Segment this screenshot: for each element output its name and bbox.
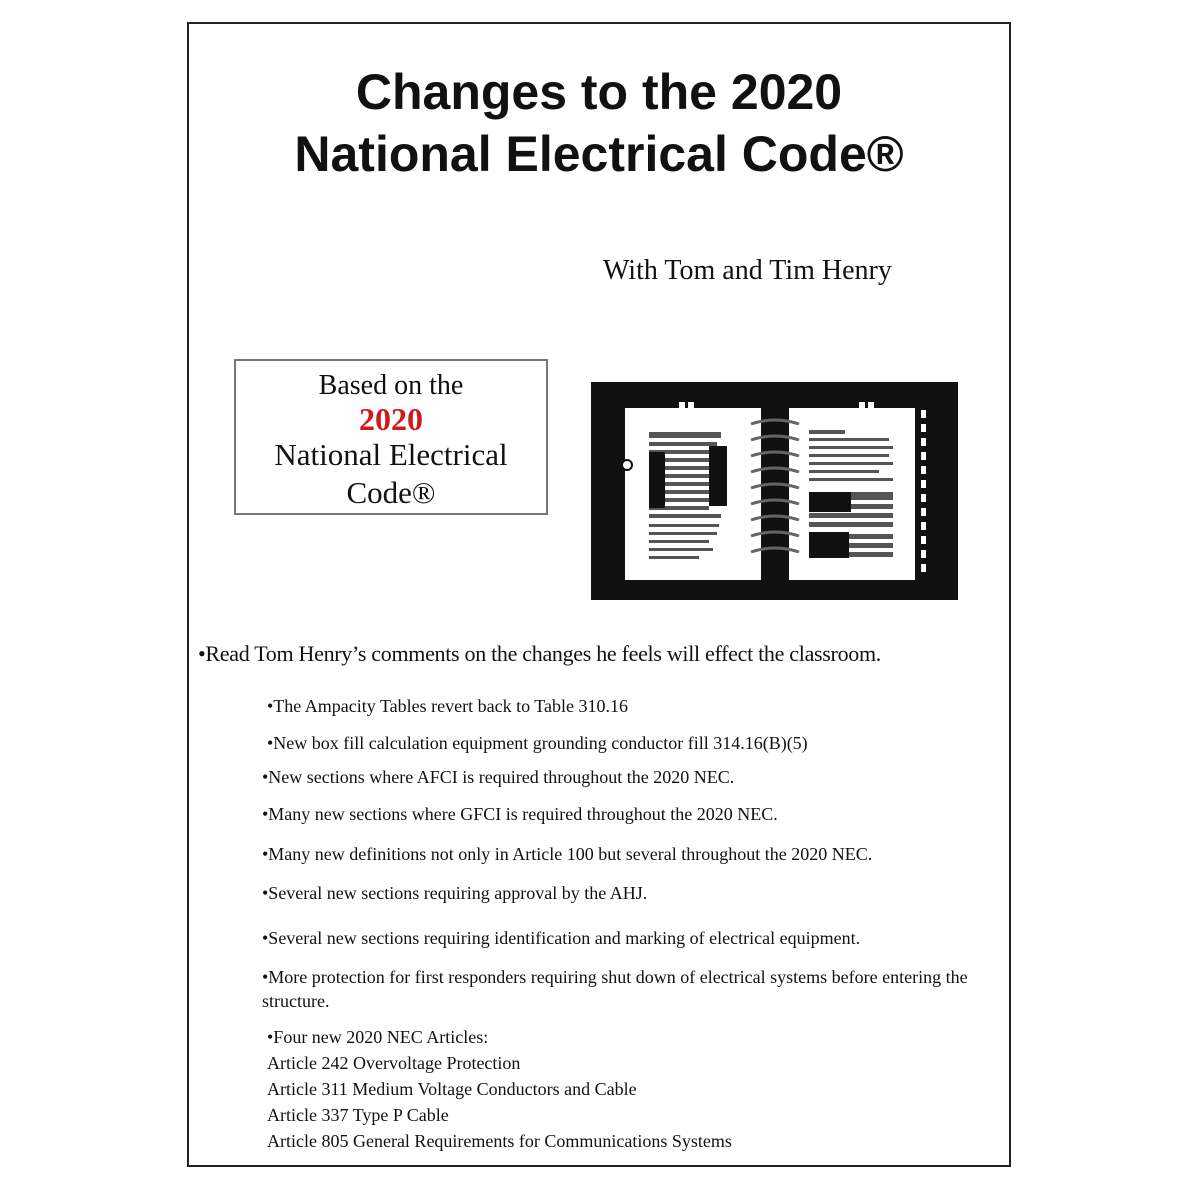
based-on-line-4: Code®: [346, 475, 436, 510]
based-on-line-3: National Electrical: [274, 437, 508, 472]
list-item: Article 311 Medium Voltage Conductors and Cable: [267, 1079, 637, 1099]
bullet-box-fill: •New box fill calculation equipment grounding conductor fill 314.16(B)(5): [267, 733, 808, 753]
bullet-gfci: •Many new sections where GFCI is required throughout the 2020 NEC.: [262, 804, 778, 824]
bullet-ahj: •Several new sections requiring approval by the AHJ.: [262, 883, 648, 903]
new-articles-list: [267, 1024, 732, 1154]
bullet-definitions: •Many new definitions not only in Article 100 but several throughout the 2020 NEC.: [262, 844, 873, 864]
list-item: Article 805 General Requirements for Communications Systems: [267, 1131, 732, 1151]
title-line-1: Changes to the 2020: [355, 64, 843, 120]
title-line-2: National Electrical Code®: [294, 126, 904, 182]
bullet-afci: •New sections where AFCI is required throughout the 2020 NEC.: [262, 767, 735, 787]
open-spiral-codebook-icon: [591, 382, 958, 600]
list-item: Article 337 Type P Cable: [267, 1105, 449, 1125]
bullet-first-responders: •More protection for first responders requiring shut down of electrical systems before entering the structure.: [262, 967, 968, 1011]
bullet-identification: •Several new sections requiring identification and marking of electrical equipment.: [262, 928, 861, 948]
based-on-box: [234, 359, 548, 515]
new-articles-heading: •Four new 2020 NEC Articles:: [267, 1027, 489, 1047]
list-item: Article 242 Overvoltage Protection: [267, 1053, 521, 1073]
document-page: [187, 22, 1011, 1167]
based-on-line-1: Based on the: [318, 370, 464, 401]
bullet-ampacity: •The Ampacity Tables revert back to Table 310.16: [267, 696, 629, 716]
based-on-year: 2020: [359, 401, 423, 437]
byline: With Tom and Tim Henry: [603, 255, 892, 286]
lead-paragraph: •Read Tom Henry’s comments on the changes he feels will effect the classroom.: [198, 641, 881, 666]
